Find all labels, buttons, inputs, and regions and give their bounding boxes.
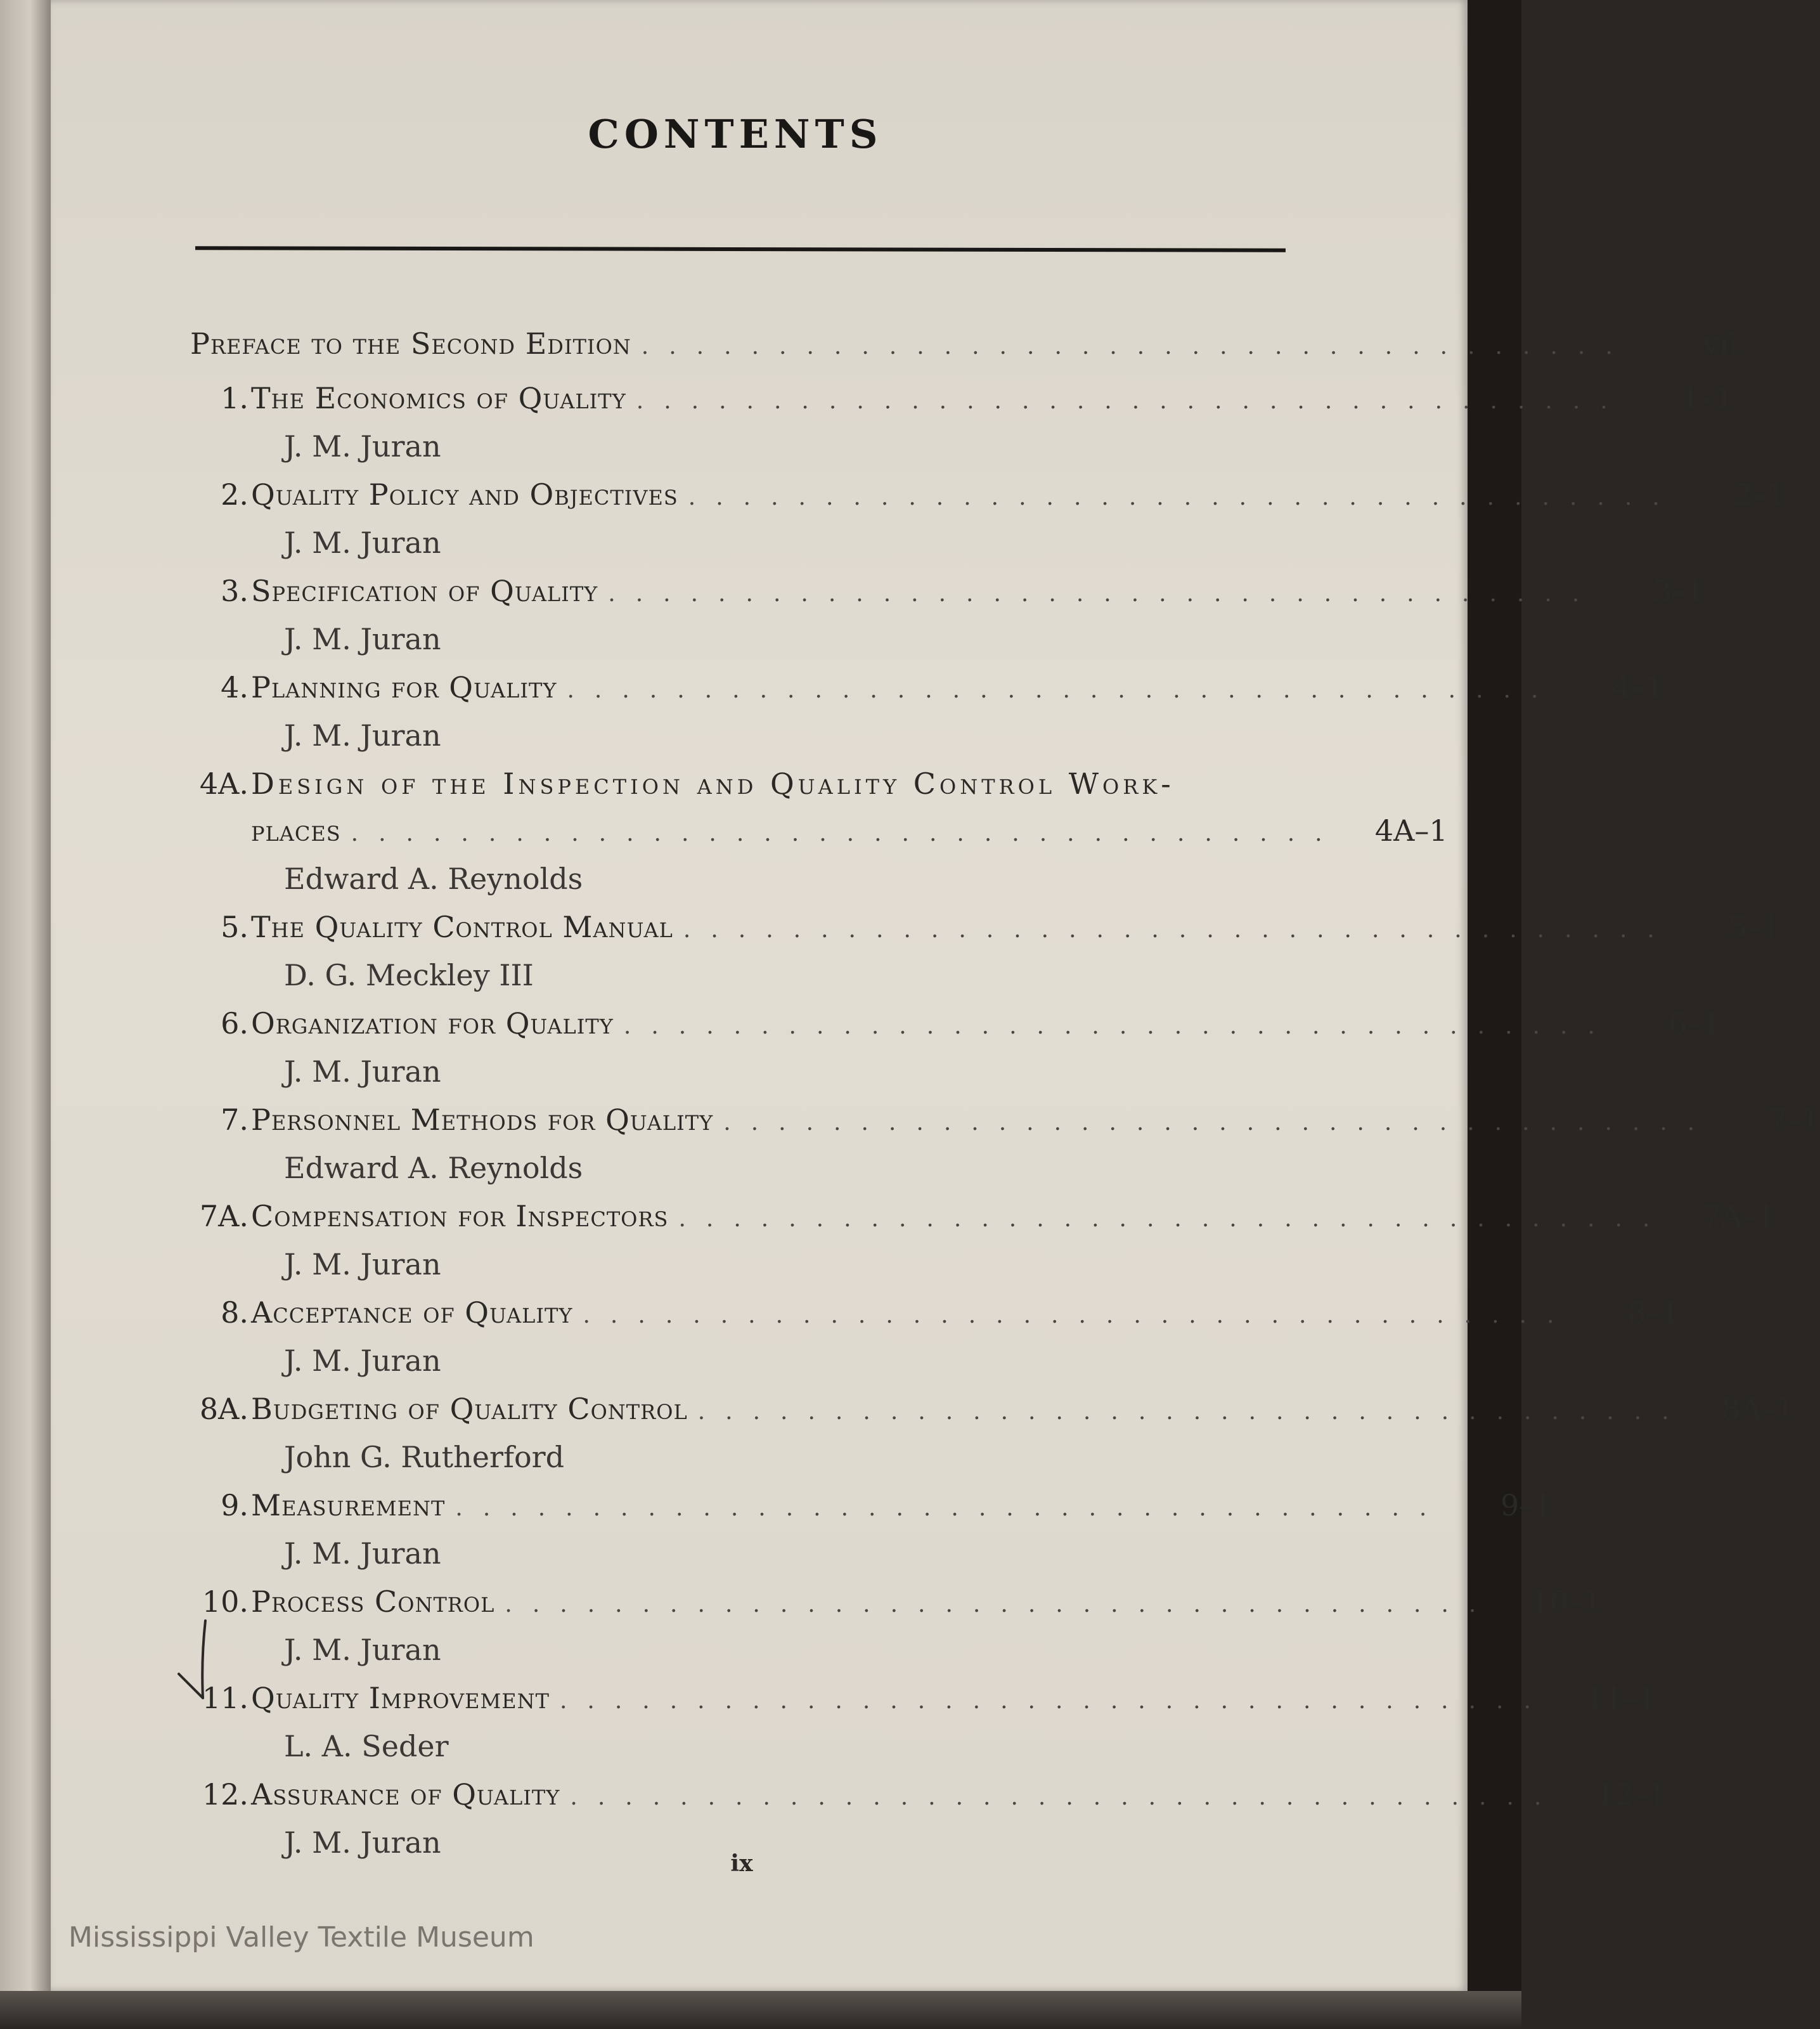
entry-title-continued: places (251, 814, 341, 848)
entry-page: 3–1 (1653, 574, 1705, 608)
entry-page: 8–1 (1627, 1295, 1680, 1330)
entry-number: 9. (221, 1488, 248, 1522)
entry-page: 11–1 (1586, 1681, 1656, 1715)
entry-page: 10–1 (1531, 1585, 1602, 1619)
entry-author: J. M. Juran (284, 1054, 441, 1089)
dot-leader: .................................... (570, 1784, 1562, 1810)
entry-title: The Economics of Quality (251, 381, 626, 415)
entry-title: Assurance of Quality (251, 1777, 560, 1812)
entry-author: J. M. Juran (284, 429, 441, 463)
dot-leader: .................................... (608, 581, 1600, 607)
entry-title: Acceptance of Quality (251, 1295, 573, 1330)
entry-title: Design of the Inspection and Quality Control Work- (251, 767, 1175, 801)
dot-leader: .................................... (583, 1302, 1575, 1328)
entry-author: J. M. Juran (284, 1536, 441, 1571)
entry-author: J. M. Juran (284, 622, 441, 656)
dot-leader: .................................... (351, 820, 1343, 846)
dot-leader: .................................... (678, 1206, 1670, 1232)
background-bottom (0, 1991, 1521, 2029)
dot-leader: .................................... (723, 1110, 1715, 1136)
page-number: ix (730, 1850, 753, 1877)
entry-author: J. M. Juran (284, 1825, 441, 1860)
dot-leader: .................................... (505, 1591, 1497, 1617)
entry-number: 4A. (199, 767, 248, 801)
dot-leader: .................................... (623, 1013, 1615, 1039)
entry-author: J. M. Juran (284, 718, 441, 753)
dot-leader: .................................... (567, 677, 1559, 703)
entry-title: Measurement (251, 1488, 446, 1522)
entry-page: 4–1 (1611, 670, 1664, 704)
entry-page: 1–1 (1681, 381, 1733, 415)
entry-page: 5–1 (1728, 910, 1780, 944)
table-of-contents (190, 327, 1820, 1874)
entry-number: 8A. (199, 1392, 248, 1426)
entry-title: Quality Improvement (251, 1681, 550, 1715)
entry-author: John G. Rutherford (284, 1440, 565, 1474)
entry-author: D. G. Meckley III (284, 958, 534, 992)
entry-number: 7A. (199, 1199, 248, 1233)
entry-number: 8. (221, 1295, 248, 1330)
dot-leader: .................................... (636, 388, 1628, 414)
entry-number: 3. (221, 574, 248, 608)
entry-page: vii (1703, 327, 1738, 361)
entry-page: 7A–1 (1702, 1199, 1776, 1233)
entry-number: 10. (202, 1585, 248, 1619)
entry-number: 12. (202, 1777, 248, 1812)
entry-title: Process Control (251, 1585, 495, 1619)
entry-author: Edward A. Reynolds (284, 1151, 583, 1185)
entry-title: Planning for Quality (251, 670, 557, 704)
entry-author: J. M. Juran (284, 526, 441, 560)
entry-author: Edward A. Reynolds (284, 862, 583, 896)
toc-entry (190, 477, 1785, 574)
entry-title: Specification of Quality (251, 574, 598, 608)
page-title: CONTENTS (588, 111, 883, 157)
dot-leader: .................................... (688, 484, 1680, 510)
dot-leader: .................................... (641, 334, 1633, 360)
entry-title: Personnel Methods for Quality (251, 1103, 714, 1137)
toc-entry (190, 574, 1705, 670)
dot-leader: .................................... (697, 1399, 1689, 1425)
entry-page: 12–1 (1596, 1777, 1667, 1812)
entry-title: Quality Policy and Objectives (251, 477, 678, 512)
entry-title: The Quality Control Manual (251, 910, 673, 944)
entry-number: 1. (221, 381, 248, 415)
entry-author: J. M. Juran (284, 1344, 441, 1378)
entry-author: L. A. Seder (284, 1729, 449, 1763)
toc-entry (190, 1585, 1602, 1681)
watermark: Mississippi Valley Textile Museum (68, 1921, 534, 1954)
entry-number: 4. (221, 670, 248, 704)
entry-page: 6–1 (1668, 1006, 1720, 1040)
entry-number: 2. (221, 477, 248, 512)
book-left-edge (0, 0, 51, 2029)
dot-leader: .................................... (559, 1688, 1551, 1714)
entry-author: J. M. Juran (284, 1633, 441, 1667)
toc-entry (190, 767, 1448, 910)
entry-title: Compensation for Inspectors (251, 1199, 669, 1233)
entry-page: 2–1 (1733, 477, 1785, 512)
toc-list (190, 381, 1820, 1874)
entry-author: J. M. Juran (284, 1247, 441, 1281)
dot-leader: .................................... (683, 917, 1675, 943)
entry-number: 6. (221, 1006, 248, 1040)
entry-number: 7. (221, 1103, 248, 1137)
entry-page: 8A–1 (1721, 1392, 1795, 1426)
handwritten-check-mark-icon (175, 1618, 213, 1701)
entry-title: Preface to the Second Edition (190, 327, 631, 361)
toc-entry (190, 670, 1664, 767)
toc-entry (190, 381, 1733, 477)
toc-entry (190, 1295, 1680, 1392)
toc-entry (190, 1392, 1795, 1488)
toc-entry-preface (190, 327, 1738, 373)
entry-page: 7–1 (1768, 1103, 1820, 1137)
entry-page: 4A–1 (1374, 814, 1448, 848)
entry-number: 11. (202, 1681, 248, 1715)
entry-title: Budgeting of Quality Control (251, 1392, 688, 1426)
toc-entry (190, 910, 1780, 1006)
toc-entry (190, 1681, 1656, 1777)
toc-entry (190, 1199, 1776, 1295)
dot-leader: .................................... (455, 1495, 1447, 1521)
toc-entry (190, 1103, 1820, 1199)
entry-page: 9–1 (1500, 1488, 1552, 1522)
toc-entry (190, 1006, 1720, 1103)
entry-title: Organization for Quality (251, 1006, 614, 1040)
entry-number: 5. (221, 910, 248, 944)
toc-entry (190, 1488, 1552, 1585)
